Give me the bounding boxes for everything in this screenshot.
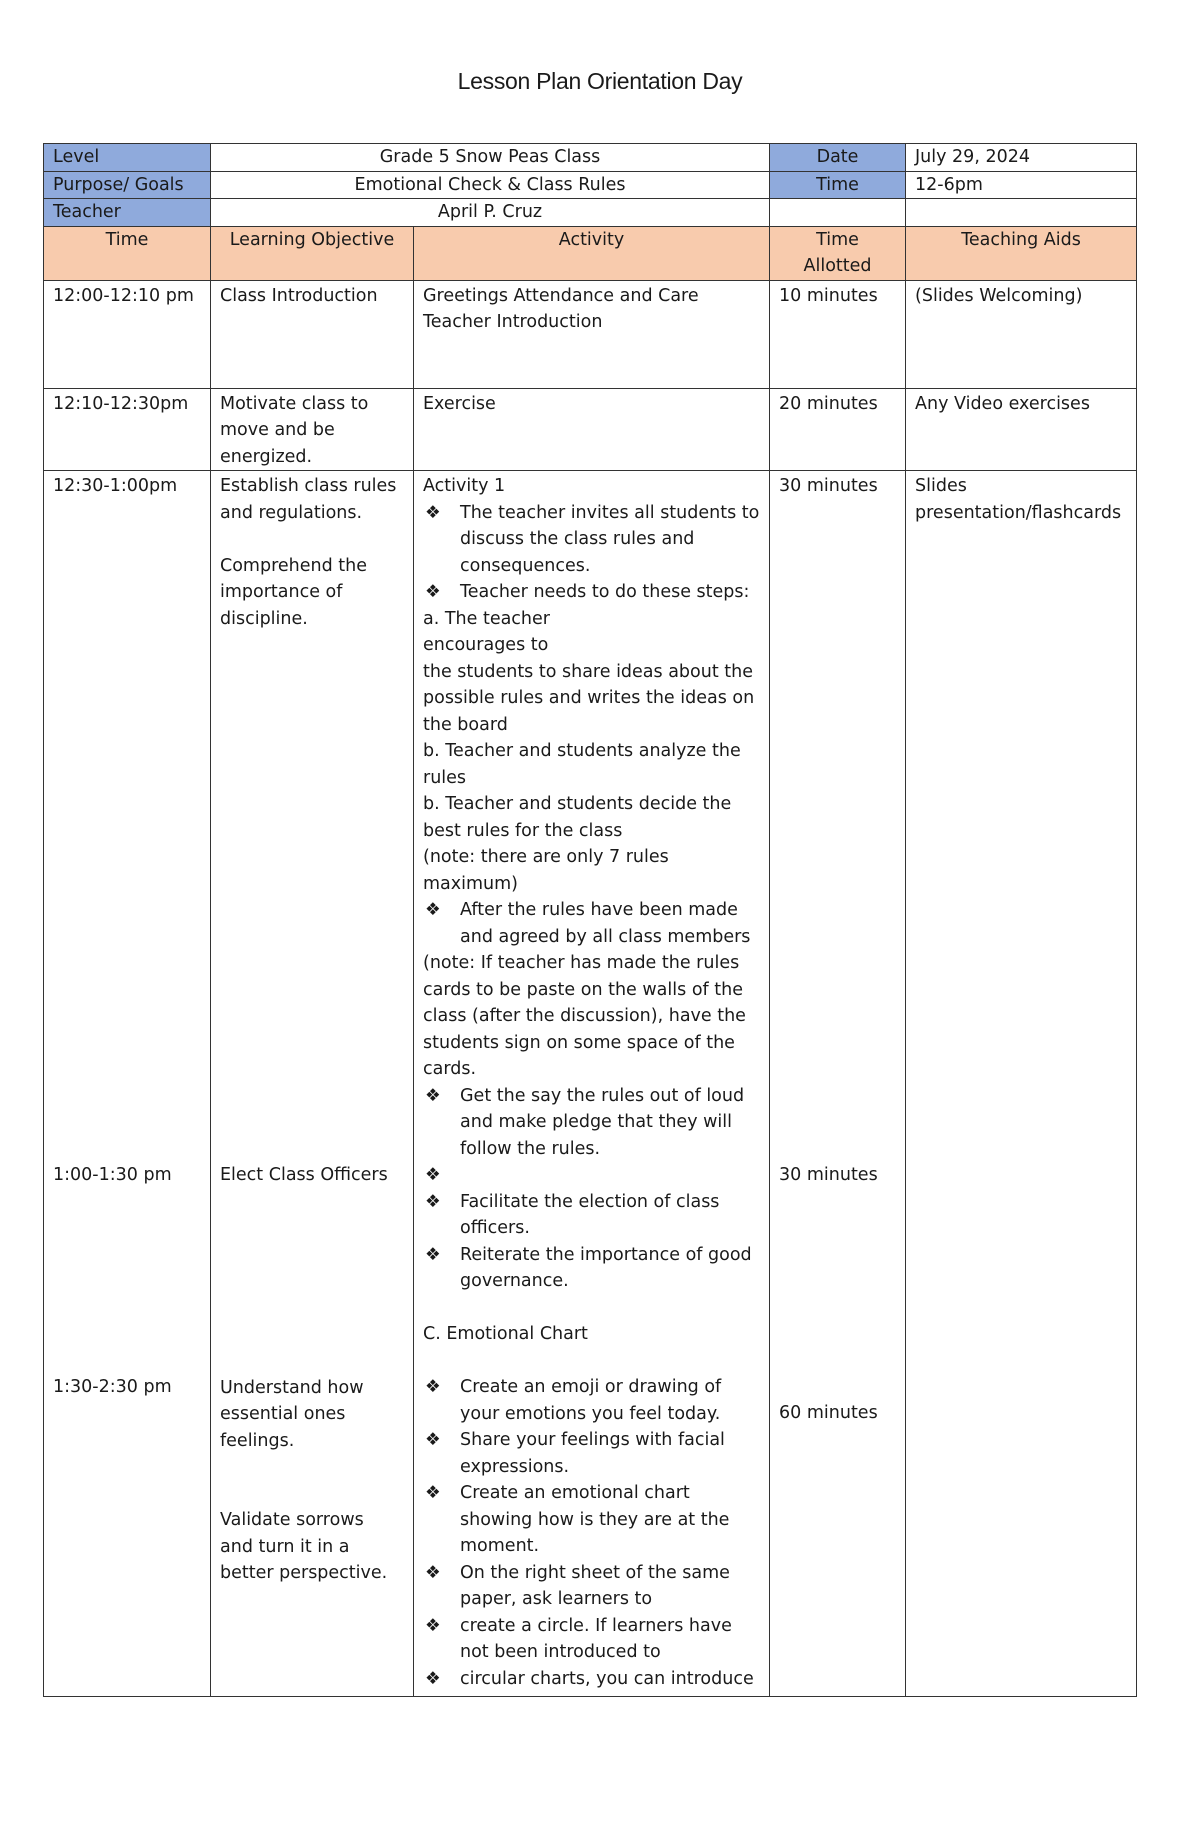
activity-line: expressions. [460,1456,570,1477]
objective-line: and regulations. [220,502,363,523]
column-header-objective: Learning Objective [211,226,414,280]
column-header-allotted [770,226,906,280]
purpose-value: Emotional Check & Class Rules [211,171,770,199]
objective-line: Comprehend the [220,555,367,576]
time-label: Time [770,171,906,199]
activity-line: showing how is they are at the [460,1509,730,1530]
activity-line: encourages to [423,635,549,655]
objective-line: importance of [220,582,343,602]
activity-line: governance. [460,1271,569,1291]
activity-line: Reiterate the importance of good [460,1244,752,1265]
date-label: Date [770,144,906,172]
row-aids: Any Video exercises [906,388,1137,471]
list-item [423,1083,760,1163]
activity-line: the students to share ideas about the [423,661,753,682]
objective-line: Elect Class Officers [220,1165,388,1185]
list-item [423,1666,760,1693]
row-aids: (Slides Welcoming) [906,280,1137,388]
bullet-icon: ❖ [425,1562,441,1583]
objective-line: feelings. [220,1430,295,1451]
list-item-text: Teacher needs to do these steps: [460,582,750,602]
list-item-text [460,1613,760,1666]
bullet-icon: ❖ [425,900,441,920]
time-line: 1:30-2:30 pm [53,1377,172,1397]
activity-line: Facilitate the election of class [460,1191,720,1212]
activity-line: Create an emoji or drawing of [460,1377,722,1397]
list-item-text: circular charts, you can introduce [460,1668,754,1689]
objective-line: Validate sorrows [220,1510,364,1530]
list-item [423,1242,760,1295]
activity-line: your emotions you feel today. [460,1403,721,1424]
bullet-icon: ❖ [425,1430,441,1450]
list-item [423,1374,760,1427]
activity-line: Share your feelings with facial [460,1430,725,1450]
bullet-icon: ❖ [425,1483,441,1503]
list-item [423,1560,760,1613]
bullet-icon: ❖ [425,1191,441,1212]
empty-cell [906,199,1137,227]
time-value: 12-6pm [906,171,1137,199]
bullet-icon: ❖ [425,1085,441,1106]
column-header-row [44,226,1137,280]
activity-line: The teacher invites all students to [460,502,760,523]
list-item-text [460,1374,760,1427]
list-item [423,1427,760,1480]
objective-line: Establish class rules [220,476,397,496]
activity-line: discuss the class rules and [460,529,695,549]
activity-line: consequences. [460,555,591,576]
activity-line: paper, ask learners to [460,1589,653,1609]
list-item-text [460,897,760,950]
level-value: Grade 5 Snow Peas Class [211,144,770,172]
list-item [423,1613,760,1666]
allotted-line: 30 minutes [779,1164,878,1185]
allotted-header-line: Allotted [803,256,872,276]
row-activity: Exercise [414,388,770,471]
activity-line: Greetings Attendance and Care [423,285,699,306]
allotted-line: 30 minutes [779,476,878,496]
activity-line: and make pledge that they will [460,1112,733,1132]
list-item-text [460,1083,760,1163]
table-row [44,471,1137,1697]
objective-line: better perspective. [220,1563,388,1583]
date-value: July 29, 2024 [906,144,1137,172]
activity-line: Teacher Introduction [423,312,603,332]
objective-line: essential ones [220,1404,346,1424]
row-allotted: 10 minutes [770,280,906,388]
row-objective [211,388,414,471]
bullet-icon: ❖ [425,1615,441,1636]
aids-line: Slides [915,476,967,496]
objective-line: energized. [220,446,313,467]
list-item [423,1480,760,1560]
activity-line: moment. [460,1536,540,1556]
table-row [44,388,1137,471]
bullet-icon: ❖ [425,1165,441,1185]
activity-line: create a circle. If learners have [460,1615,732,1636]
row-objective: Class Introduction [211,280,414,388]
purpose-label: Purpose/ Goals [44,171,211,199]
column-header-aids: Teaching Aids [906,226,1137,280]
row-allotted [770,471,906,1697]
time-line: 12:30-1:00pm [53,476,178,496]
list-item-text [460,1480,760,1560]
time-line: 1:00-1:30 pm [53,1164,172,1185]
row-activity [414,471,770,1697]
list-item-text [460,1162,760,1189]
bullet-icon: ❖ [425,502,441,523]
activity-line: b. Teacher and students decide the [423,794,732,814]
row-activity [414,280,770,388]
aids-line: presentation/flashcards [915,502,1122,523]
activity-line: Get the say the rules out of loud [460,1085,745,1106]
activity-line: On the right sheet of the same [460,1562,730,1583]
list-item-text [460,1189,760,1242]
list-item-text [460,1427,760,1480]
bullet-icon: ❖ [425,1244,441,1265]
activity-line: cards to be paste on the walls of the [423,979,743,1000]
activity-line: C. Emotional Chart [423,1324,588,1344]
row-time [44,471,211,1697]
row-allotted: 20 minutes [770,388,906,471]
bullet-icon: ❖ [425,1668,441,1689]
list-item [423,579,760,606]
row-time: 12:10-12:30pm [44,388,211,471]
activity-line: officers. [460,1218,530,1238]
activity-line: and agreed by all class members [460,926,751,947]
row-aids [906,471,1137,1697]
activity-line: not been introduced to [460,1642,661,1662]
objective-line: Understand how [220,1377,364,1398]
objective-line: Motivate class to [220,393,369,414]
activity-line: rules [423,767,467,788]
activity-line: the board [423,714,508,735]
info-row-level [44,144,1137,172]
allotted-header-line: Time [816,229,859,250]
activity-line: Create an emotional chart [460,1483,690,1503]
info-row-teacher [44,199,1137,227]
table-row [44,280,1137,388]
activity-line: best rules for the class [423,820,623,841]
info-row-purpose [44,171,1137,199]
teacher-label: Teacher [44,199,211,227]
activity-line: a. The teacher [423,608,550,629]
activity-line: follow the rules. [460,1138,601,1159]
row-objective [211,471,414,1697]
lesson-plan-table [43,143,1137,1697]
list-item-text [460,500,760,580]
row-time: 12:00-12:10 pm [44,280,211,388]
list-item [423,500,760,580]
activity-line: (note: If teacher has made the rules [423,953,740,973]
column-header-time: Time [44,226,211,280]
activity-line: (note: there are only 7 rules [423,847,669,867]
bullet-icon: ❖ [425,1377,441,1397]
objective-line: and turn it in a [220,1536,350,1557]
bullet-icon: ❖ [425,582,441,602]
list-item [423,897,760,950]
objective-line: move and be [220,420,335,440]
activity-line: Activity 1 [423,476,506,496]
activity-line: class (after the discussion), have the [423,1006,746,1026]
list-item-text [460,1242,760,1295]
activity-line: maximum) [423,873,519,894]
activity-line: possible rules and writes the ideas on [423,688,755,708]
activity-line: b. Teacher and students analyze the [423,741,741,761]
activity-line: After the rules have been made [460,900,738,920]
level-label: Level [44,144,211,172]
empty-cell [770,199,906,227]
page-title: Lesson Plan Orientation Day [457,68,743,94]
teacher-value: April P. Cruz [211,199,770,227]
activity-line: cards. [423,1059,477,1079]
allotted-line: 60 minutes [779,1403,878,1423]
list-item-text [460,1560,760,1613]
column-header-activity: Activity [414,226,770,280]
list-item [423,1189,760,1242]
list-item [423,1162,760,1189]
objective-line: discipline. [220,608,308,629]
activity-line: students sign on some space of the [423,1032,735,1053]
